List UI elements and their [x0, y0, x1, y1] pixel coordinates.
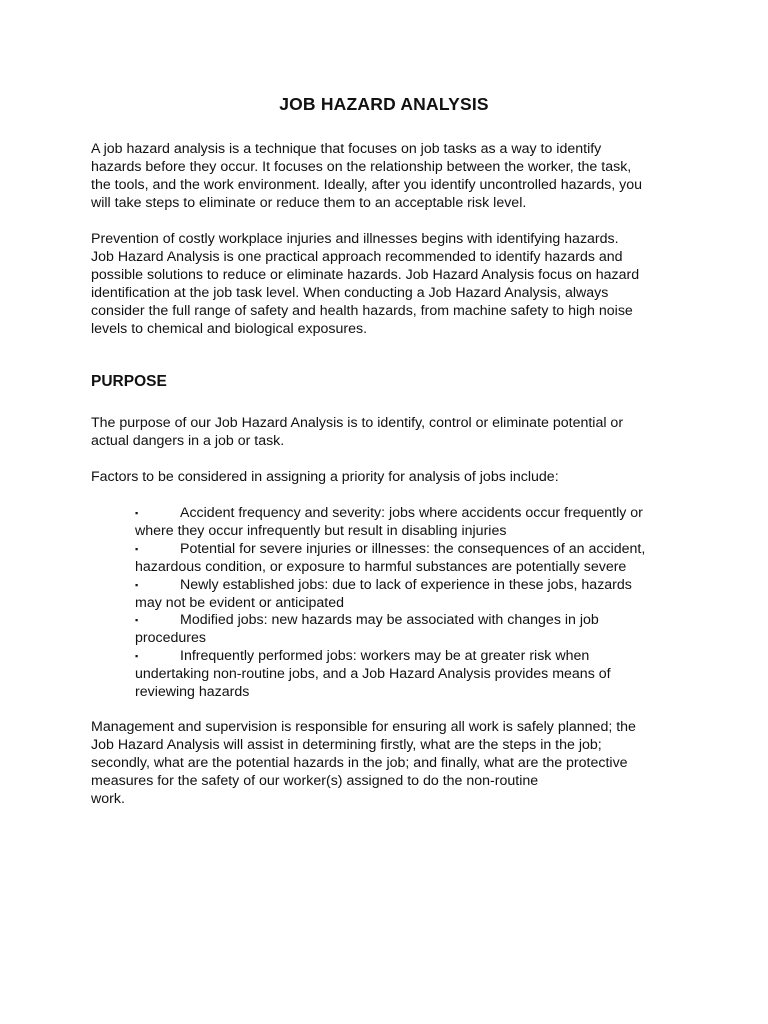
list-item-line: Accident frequency and severity: jobs where accidents occur frequently or [180, 505, 643, 521]
page-title: JOB HAZARD ANALYSIS [279, 94, 489, 114]
list-item-line: Potential for severe injuries or illnesses: the consequences of an accident, [180, 541, 646, 557]
list-item-line: where they occur infrequently but result in disabling injuries [135, 523, 507, 539]
list-item-line: Modified jobs: new hazards may be associated with changes in job [180, 612, 599, 628]
list-item-line: may not be evident or anticipated [135, 595, 345, 611]
paragraph-line: hazards before they occur. It focuses on the relationship between the worker, the task, [91, 159, 632, 175]
paragraph-line: will take steps to eliminate or reduce them to an acceptable risk level. [91, 195, 527, 211]
paragraph-line: Prevention of costly workplace injuries and illnesses begins with identifying hazards. [91, 231, 619, 247]
paragraph-line: Job Hazard Analysis will assist in determining firstly, what are the steps in the job; [91, 737, 602, 753]
bullet-icon: ▪ [135, 651, 139, 661]
bullet-icon: ▪ [135, 508, 139, 518]
bullet-icon: ▪ [135, 580, 139, 590]
purpose-heading: PURPOSE [91, 373, 167, 390]
paragraph-line: Job Hazard Analysis is one practical approach recommended to identify hazards and [91, 249, 623, 265]
paragraph-line: Management and supervision is responsible for ensuring all work is safely planned; the [91, 719, 636, 735]
paragraph-line: actual dangers in a job or task. [91, 433, 285, 449]
bullet-icon: ▪ [135, 615, 139, 625]
paragraph-line: measures for the safety of our worker(s) assigned to do the non-routine [91, 773, 539, 789]
paragraph-line: The purpose of our Job Hazard Analysis is to identify, control or eliminate potential or [91, 415, 624, 431]
paragraph-line: A job hazard analysis is a technique that focuses on job tasks as a way to identify [91, 141, 602, 157]
list-item-line: procedures [135, 630, 206, 646]
paragraph-line: work. [91, 791, 125, 807]
list-item-line: Newly established jobs: due to lack of experience in these jobs, hazards [180, 577, 632, 593]
paragraph-line: secondly, what are the potential hazards in the job; and finally, what are the protective [91, 755, 628, 771]
paragraph-line: the tools, and the work environment. Ideally, after you identify uncontrolled hazards, you [91, 177, 642, 193]
paragraph-line: consider the full range of safety and health hazards, from machine safety to high noise [91, 303, 633, 319]
bullet-icon: ▪ [135, 544, 139, 554]
paragraph-line: levels to chemical and biological exposures. [91, 321, 368, 337]
list-item-line: undertaking non-routine jobs, and a Job Hazard Analysis provides means of [135, 666, 611, 682]
list-item-line: Infrequently performed jobs: workers may be at greater risk when [180, 648, 590, 664]
list-item-line: reviewing hazards [135, 684, 250, 700]
factors-intro: Factors to be considered in assigning a priority for analysis of jobs include: [91, 469, 559, 485]
paragraph-line: identification at the job task level. When conducting a Job Hazard Analysis, always [91, 285, 609, 301]
list-item-line: hazardous condition, or exposure to harmful substances are potentially severe [135, 559, 627, 575]
paragraph-line: possible solutions to reduce or eliminate hazards. Job Hazard Analysis focus on hazard [91, 267, 640, 283]
